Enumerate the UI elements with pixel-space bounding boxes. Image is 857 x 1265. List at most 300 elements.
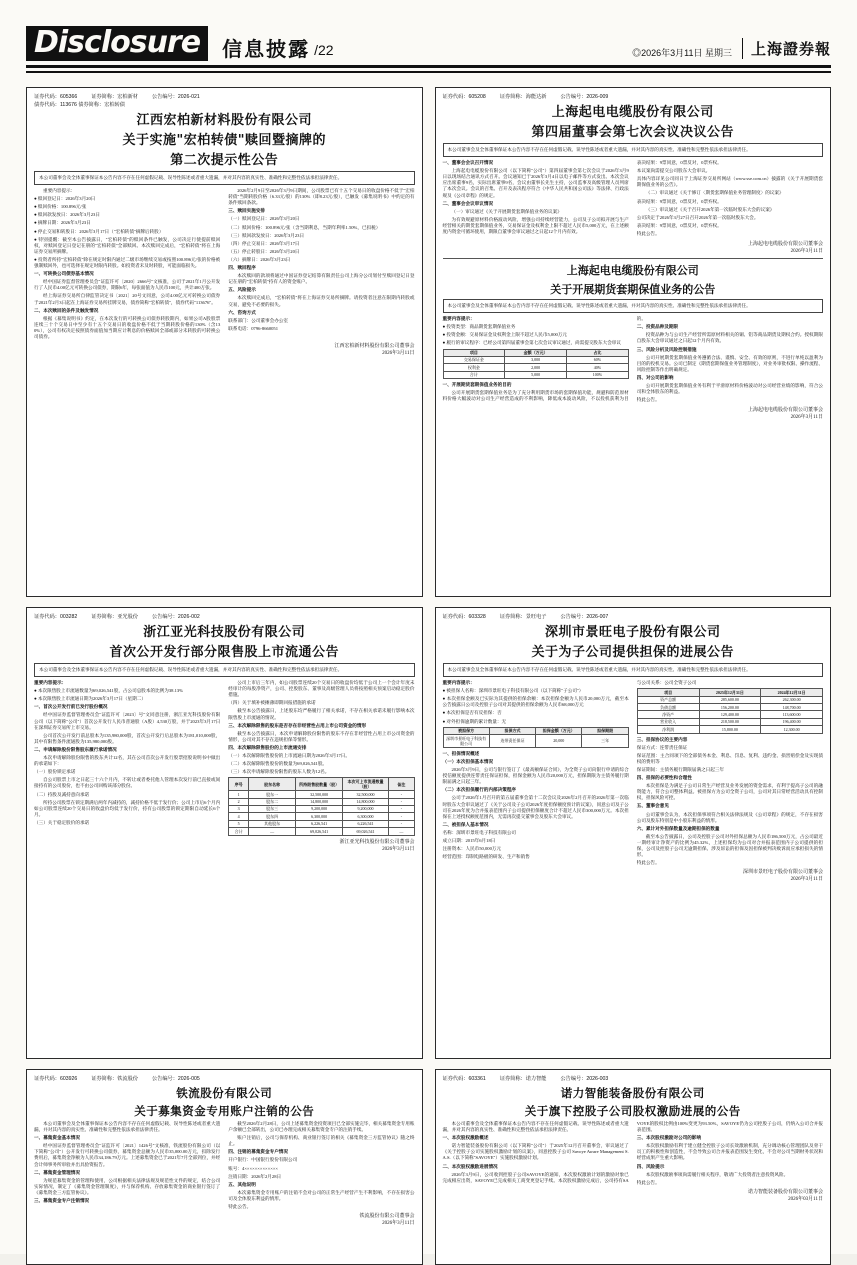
- announcement-no: 公告编号：2026-021: [151, 94, 200, 100]
- table-cell: 14,800,000: [342, 798, 388, 805]
- body-paragraph: 二、申请解除股份限售股东履行承诺情况: [34, 746, 117, 752]
- article-title-line-2: 首次公开发行部分限售股上市流通公告: [109, 645, 339, 660]
- article-divider: [443, 258, 824, 259]
- table-cell: 129,400.00: [699, 711, 761, 718]
- body-paragraph: 本次募集资金专用账户的注销不会对公司的正常生产经营产生不利影响，不存在损害公司及全体股东利益的情形。: [228, 1189, 415, 1201]
- body-paragraph: （一）本次解除限售股份的上市流通日期为2026年3月17日。: [228, 753, 350, 759]
- body-paragraph: （六）摘牌日：2026年3月23日: [228, 256, 291, 262]
- table-row: [229, 820, 414, 827]
- sub-article-title-line-2: 关于开展期货套期保值业务的公告: [550, 283, 716, 297]
- table-cell: 113,600.00: [761, 711, 823, 718]
- article-signature: [34, 343, 415, 357]
- body-paragraph: 四、本次解除限售股份的上市流通安排: [228, 744, 307, 750]
- body-paragraph: （一）审议通过《关于开展期货套期保值业务的议案》: [451, 208, 562, 214]
- body-paragraph: 重要内容提示：: [43, 188, 76, 194]
- article-title-line-1: 诺力智能装备股份有限公司: [560, 1086, 705, 1100]
- body-paragraph: 经营范围：印制电路板的研发、生产和销售: [442, 854, 530, 860]
- table-row: [637, 726, 822, 733]
- article-nuoli: [435, 1069, 832, 1265]
- body-paragraph: 2026年3月9日，公司收到控股子公司SAVOYE的通知，本次股权激励计划的激励对象已完成相应出资，SAVOYE已完成相关工商变更登记手续。本次股权激励完成后，公司持有SAVOYE的股权比例由100%变更为93.50%，SAVOYE仍为公司控股子公司，仍纳入公司合并报表范围。: [442, 1121, 823, 1183]
- body-paragraph: （二）本次担保履行的内部决策程序: [442, 787, 517, 793]
- body-paragraph: 一、本次股权激励概述: [442, 1135, 489, 1141]
- table-cell: -: [389, 791, 414, 798]
- article-body: [34, 188, 415, 340]
- table-cell: 14,800,000: [296, 798, 342, 805]
- article-title-line-2: 关于募集资金专用账户注销的公告: [134, 1104, 315, 1118]
- body-paragraph: 账户注销后，公司与保荐机构、商业银行签订的相关《募集资金三方监管协议》随之终止。: [228, 1135, 415, 1147]
- body-paragraph: 开户银行：中国银行股份有限公司: [228, 1157, 298, 1163]
- body-paragraph: 公司开展期货套期保值业务是为了充分利用期货市场的套期保值功能，规避和防范原材料价格大幅波动对公司生产经营造成的不利影响，降低成本波动风险，不以投机获利为目的。: [442, 316, 646, 402]
- body-paragraph: （三）关于稳定股价的承诺: [34, 819, 90, 825]
- body-paragraph: 二、被担保人基本情况: [442, 821, 489, 827]
- article-code-line: [443, 94, 824, 101]
- table-row: [443, 364, 628, 371]
- body-paragraph: 联系部门：公司董事会办公室: [228, 317, 288, 323]
- body-paragraph: 为有效规避原材料价格波动风险，增强公司持续经营能力，公司及子公司拟开展与生产经营相关的期货套期保值业务，交易保证金及权利金上限不超过人民币5,000万元，在上述额度内资金可循环使用，期限自董事会审议通过之日起12个月内有效。: [442, 216, 629, 235]
- body-paragraph: ● 赎回款发放日：2026年3月23日: [34, 212, 100, 218]
- body-paragraph: 截至本公告披露日，本次申请解除股份限售的股东不存在非经营性占用上市公司资金的情形，公司对其不存在违规担保等情形。: [228, 730, 415, 742]
- table-row: [637, 711, 822, 718]
- body-paragraph: 一、募集资金基本情况: [34, 1135, 80, 1141]
- unlocked-shares-table: [228, 777, 414, 835]
- signature-org: 上海起电电缆股份有限公司董事会: [747, 407, 823, 413]
- table-cell: 股东一: [248, 791, 295, 798]
- announcement-no: 公告编号：2026-009: [560, 94, 609, 100]
- table-cell: 148,700.00: [761, 704, 823, 711]
- masthead-paper-name: 上海證券報: [742, 38, 831, 59]
- body-paragraph: 账号：4×××××××××××××: [228, 1165, 279, 1171]
- body-paragraph: 截至本公告披露日，上述股东均严格履行了相关承诺，不存在相关承诺未履行影响本次限售股上市流通的情况。: [228, 708, 415, 720]
- article-title-line-2: 关于为子公司提供担保的进展公告: [531, 645, 734, 660]
- table-header: 序号: [229, 778, 249, 791]
- article-title-line-1: 铁流股份有限公司: [176, 1086, 273, 1100]
- security-code: 证券代码：605208: [442, 94, 486, 100]
- table-row: [443, 356, 628, 363]
- body-paragraph: （二）赎回价格：100.896元/张（含当期利息，当期年利率1.50%，已扣税）: [228, 224, 381, 230]
- table-row: [229, 813, 414, 820]
- liability-notice: 本公司董事会及全体董事保证本公告内容不存在任何虚假记载、误导性陈述或者重大遗漏，并对其内容的真实性、准确性和完整性依法承担法律责任。: [443, 143, 824, 157]
- signature-date: 2026年3月11日: [382, 351, 415, 357]
- body-paragraph: 六、咨询方式: [228, 309, 256, 315]
- table-cell: -: [389, 820, 414, 827]
- body-paragraph: 公司开展期货套期保值业务有利于平滑原材料价格波动对公司经营业绩的影响，符合公司和全体股东的利益。: [636, 383, 823, 395]
- security-code: 证券代码：603328: [442, 614, 486, 620]
- table-header: 2025年12月31日: [699, 689, 761, 696]
- body-paragraph: ● 投资者所持"宏柏转债"除在规定时限内通过二级市场继续交易或按照100.896元/张的价格被强制赎回外，也可选择在规定时限内转股。如投资者未及时转股，可能面临损失。: [34, 256, 221, 269]
- body-paragraph: 四、担保的必要性和合理性: [636, 775, 692, 781]
- body-paragraph: 表决结果：9票同意，0票反对，0票弃权。: [636, 222, 722, 228]
- article-hongbai: [26, 87, 423, 597]
- table-cell: 三年: [582, 735, 628, 748]
- security-name: 证券简称：亚光股份: [91, 614, 138, 620]
- table-header: 担保方式: [489, 727, 535, 734]
- body-paragraph: 特此公告。: [636, 397, 660, 403]
- table-header: 所持限售股数量（股）: [296, 778, 342, 791]
- article-code-line: [443, 614, 824, 621]
- article-code-line: [34, 1076, 415, 1083]
- table-cell: 218,500.00: [699, 718, 761, 725]
- body-paragraph: 2026年2月9日至2026年3月9日期间，公司股票已有十五个交易日的收盘价格不低于"宏柏转债"当期转股价格（6.33元/股）的130%（即8.23元/股），已触发《募集说明书》中约定的有条件赎回条款。: [228, 188, 415, 206]
- table-cell: 6,300,000: [296, 813, 342, 820]
- body-paragraph: 本次股权激励事项尚需履行相关程序，敬请广大投资者注意投资风险。: [645, 1171, 789, 1177]
- body-paragraph: 一、董事会会议召开情况: [442, 160, 494, 166]
- masthead-date: ◎2026年3月11日 星期三: [632, 48, 732, 58]
- article-body: [34, 1121, 415, 1210]
- body-paragraph: 公司首次公开发行前总股本为135,980,000股，首次公开发行后总股本为181,010,000股，其中有限售条件流通股为135,980,000股。: [34, 732, 221, 744]
- table-cell: -: [389, 798, 414, 805]
- body-paragraph: 二、董事会会议审议情况: [442, 200, 494, 206]
- table-cell: 9,200,000: [296, 805, 342, 812]
- table-cell: —: [248, 828, 295, 835]
- body-paragraph: 注销日期：2026年2月28日: [228, 1173, 282, 1179]
- body-paragraph: 二、投资品种及期限: [636, 324, 679, 330]
- table-cell: 69,026,541: [342, 828, 388, 835]
- body-paragraph: （二）本次解除限售股份的数量为69,026,541股。: [228, 761, 328, 767]
- table-cell: 40%: [567, 364, 629, 371]
- body-paragraph: 公司决定于2026年3月27日召开2026年第一次临时股东大会。: [636, 214, 759, 220]
- masthead-right: [632, 38, 831, 61]
- body-paragraph: 五、其他说明: [228, 1181, 256, 1187]
- body-paragraph: 截至本公告披露日，公司及控股子公司对外担保总额为人民币186,500万元，占公司最近一期经审计净资产的比例为45.32%，上述担保均为公司对合并报表范围内子公司提供的担保，公司及控股子公司无逾期担保、涉及诉讼的担保及因担保被判决败诉而应承担损失的情形。: [636, 833, 823, 858]
- body-paragraph: ● 投资金额：交易保证金及权利金上限不超过人民币5,000万元: [442, 332, 568, 338]
- table-cell: 285,600.00: [699, 696, 761, 703]
- table-cell: 股东四: [248, 813, 295, 820]
- announcement-no: 公告编号：2026-003: [560, 1076, 609, 1082]
- body-paragraph: （三）审议通过《关于召开2026年第一次临时股东大会的议案》: [645, 206, 775, 212]
- table-cell: 合计: [229, 828, 249, 835]
- article-title-line-2: 关于旗下控股子公司股权激励进展的公告: [524, 1104, 741, 1118]
- security-code: 证券代码：603361: [442, 1076, 486, 1082]
- article-title-line-1: 深圳市景旺电子股份有限公司: [544, 625, 721, 640]
- body-paragraph: 本次申请解除股份限售的股东共计12名，其在公司首次公开发行股票招股说明书中做出的承诺如下：: [34, 755, 221, 767]
- security-name: 证券简称：景旺电子: [499, 614, 547, 620]
- table-cell: 2,000: [505, 364, 567, 371]
- body-paragraph: ● 特别提醒：截至本公告披露日，"宏柏转债"的赎回条件已触发，公司决定行使提前赎回权，对赎回登记日登记在册的"宏柏转债"全部赎回。本次赎回完成后，"宏柏转债"将在上海证券交易所摘牌。: [34, 236, 221, 254]
- table-cell: 权利金: [443, 364, 505, 371]
- body-paragraph: 表决结果：9票同意，0票反对，0票弃权。: [636, 198, 722, 204]
- article-signature: [34, 839, 415, 853]
- sub-article-title-line-1: 上海起电电缆股份有限公司: [566, 264, 699, 278]
- table-row: [229, 805, 414, 812]
- body-paragraph: 二、募集资金管理情况: [34, 1169, 80, 1175]
- body-paragraph: 保证范围：主合同项下的全部债务本金、利息、罚息、复利、违约金、损害赔偿金及实现债权的费用等: [636, 752, 823, 764]
- article-signature: [443, 1189, 824, 1203]
- table-cell: 60%: [567, 356, 629, 363]
- body-paragraph: 表决结果：9票同意，0票反对，0票弃权。: [636, 160, 722, 166]
- table-header: 本次可上市流通数量（股）: [342, 778, 388, 791]
- table-cell: 营业收入: [637, 718, 699, 725]
- article-code-line: [443, 1076, 824, 1083]
- article-title-line-3: 第二次提示性公告: [170, 153, 279, 168]
- table-header: 金额（万元）: [505, 349, 567, 356]
- table-cell: 9,200,000: [342, 805, 388, 812]
- body-paragraph: 三、赎回实施安排: [228, 208, 266, 214]
- security-code: 证券代码：605366: [34, 94, 78, 100]
- article-signature: [443, 241, 824, 255]
- table-cell: 6,226,541: [342, 820, 388, 827]
- sub-article-signature: [443, 407, 824, 421]
- body-paragraph: 保证方式：连带责任保证: [636, 744, 688, 750]
- security-name: 证券简称：诺力智能: [499, 1076, 547, 1082]
- table-cell: 其他股东: [248, 820, 295, 827]
- body-paragraph: 经中国证券监督管理委员会"证监许可〔2023〕号"文同意注册，浙江亚光科技股份有限公司（以下简称"公司"）首次公开发行人民币普通股（A股）4,530万股，并于2023年3月17日在深圳证券交易所上市交易。: [34, 712, 221, 730]
- body-paragraph: （二）持股及减持意向承诺: [34, 791, 90, 797]
- body-paragraph: 一、首次公开发行前已发行股份概况: [34, 704, 108, 710]
- guarantee-summary-table: [443, 727, 629, 748]
- masthead-rule: [26, 71, 831, 73]
- body-paragraph: 本次赎回完成后，"宏柏转债"将在上海证券交易所摘牌。请投资者注意在限期内转股或交易，避免不必要的损失。: [228, 295, 415, 307]
- liability-notice: 本公司董事会及全体董事保证本公告内容不存在任何虚假记载、误导性陈述或者重大遗漏，并对其内容的真实性、准确性和完整性依法承担法律责任。: [443, 663, 824, 677]
- body-paragraph: （二）审议通过《关于修订〈期货套期保值业务管理制度〉的议案》: [645, 190, 784, 196]
- article-code-line: [34, 614, 415, 621]
- signature-org: 江西宏柏新材料股份有限公司董事会: [334, 344, 415, 350]
- table-cell: 合计: [443, 371, 505, 378]
- table-cell: 净利润: [637, 726, 699, 733]
- body-paragraph: 经中国证券监督管理委员会"证监许可〔2020〕2666号"文核准，公司于2021年1月公开发行了人民币4.00亿元可转换公司债券，期限6年，每张面值为人民币100元，共计400万张。: [34, 279, 221, 291]
- table-row: [229, 828, 414, 835]
- signature-org: 深圳市景旺电子股份有限公司董事会: [742, 870, 823, 876]
- body-paragraph: 三、本次解除限售的股东是否存在非经营性占用上市公司资金的情形: [228, 722, 367, 728]
- body-paragraph: （一）股份锁定承诺: [34, 769, 76, 775]
- table-row: [229, 791, 414, 798]
- table-cell: 32,500,000: [342, 791, 388, 798]
- article-title-line-1: 上海起电电缆股份有限公司: [551, 105, 714, 120]
- body-paragraph: ● 停止交易和转股日：2026年3月17日（"宏柏转债"摘牌后转股）: [34, 228, 164, 234]
- article-haiqi: [435, 87, 832, 597]
- table-row: [443, 735, 628, 748]
- body-paragraph: 三、本次股权激励对公司的影响: [636, 1135, 702, 1141]
- body-paragraph: 二、本次赎回的条件及触发情况: [34, 307, 99, 313]
- table-cell: 100%: [567, 371, 629, 378]
- table-cell: 净资产: [637, 711, 699, 718]
- article-title-line-2: 第四届董事会第七次会议决议公告: [531, 125, 734, 140]
- body-paragraph: ● 本次限售股上市流通数量为69,026,541股，占公司总股本的比例为38.13%: [34, 688, 184, 694]
- masthead-logo: Disclosure: [26, 26, 208, 61]
- table-row: [637, 704, 822, 711]
- sub-liability-notice: 本公司董事会及全体董事保证本公告内容不存在任何虚假记载、误导性陈述或者重大遗漏，并对其内容的真实性、准确性和完整性依法承担法律责任。: [443, 299, 824, 313]
- body-paragraph: 本次担保是为满足子公司日常生产经营及业务发展的资金需求，有利于提高子公司的融资能力，符合公司整体利益。被担保方为公司全资子公司，公司对其日常经营活动具有控制权，担保风险可控。: [636, 783, 823, 801]
- body-paragraph: ● 本次担保金额及已实际为其提供的担保余额：本次担保金额为人民币20,000万元，截至本公告披露日公司及控股子公司对其提供的担保余额为人民币68,000万元: [442, 696, 629, 708]
- table-header: 备注: [389, 778, 414, 791]
- masthead-section-title: 信息披露: [222, 37, 311, 61]
- body-paragraph: 本次赎回的款项将通过中国证券登记结算有限责任公司上海分公司划付至赎回登记日登记在册的"宏柏转债"持有人的资金账户。: [228, 273, 415, 285]
- table-header: 2024年12月31日: [761, 689, 823, 696]
- table-cell: 股东三: [248, 805, 295, 812]
- table-cell: 深圳市景旺电子科技有限公司: [443, 735, 489, 748]
- body-paragraph: 特此公告。: [636, 860, 660, 866]
- body-paragraph: ● 本次担保是否有反担保：否: [442, 710, 502, 716]
- table-cell: 6,300,000: [342, 813, 388, 820]
- table-cell: —: [389, 828, 414, 835]
- table-cell: -: [389, 813, 414, 820]
- table-cell: 股东二: [248, 798, 295, 805]
- article-body: [443, 680, 824, 866]
- body-paragraph: ● 对外担保逾期的累计数量：无: [442, 718, 507, 724]
- body-paragraph: （三）赎回款发放日：2026年3月23日: [228, 232, 305, 238]
- table-row: [443, 371, 628, 378]
- masthead: [26, 26, 831, 68]
- article-title-line-1: 江西宏柏新材料股份有限公司: [136, 113, 312, 128]
- hedging-amount-table: [443, 349, 629, 380]
- article-grid: [26, 87, 831, 1265]
- article-title-line-1: 浙江亚光科技股份有限公司: [143, 625, 306, 640]
- body-paragraph: 四、赎回程序: [228, 265, 256, 271]
- body-paragraph: 联系电话：0796-8660051: [228, 325, 279, 331]
- body-paragraph: （一）赎回登记日：2026年3月20日: [228, 216, 300, 222]
- body-paragraph: 四、对公司的影响: [636, 374, 674, 380]
- table-cell: 69,026,541: [296, 828, 342, 835]
- liability-notice: 本公司董事会及全体董事保证本公告内容不存在任何虚假记载、误导性陈述或者重大遗漏，并对其内容的真实性、准确性和完整性依法承担法律责任。: [442, 1121, 629, 1133]
- body-paragraph: （三）本次申请解除股份限售的股东人数为12名。: [228, 769, 330, 775]
- signature-date: 2026年03月11日: [788, 1196, 823, 1202]
- table-cell: 32,500,000: [296, 791, 342, 798]
- body-paragraph: 四、注销的募集资金专户情况: [228, 1149, 288, 1155]
- bond-code-line: 债券代码：113676 债券简称：宏柏转债: [34, 102, 125, 108]
- body-paragraph: ● 投资类型：商品期货套期保值业务: [442, 324, 516, 330]
- signature-date: 2026年3月11日: [790, 414, 823, 420]
- body-paragraph: 所持公司股票在锁定期满后两年内减持的，减持价格不低于发行价；公司上市后6个月内如公司股票连续20个交易日的收盘价均低于发行价，持有公司股票的锁定期限自动延长6个月。: [34, 799, 221, 817]
- body-paragraph: 公司董事会认为，本次担保事项符合相关法律法规及《公司章程》的规定，不存在损害公司及股东特别是中小股东利益的情形。: [636, 811, 823, 823]
- body-paragraph: 经中国证券监督管理委员会"证监许可〔2021〕1426号"文核准，铁流股份有限公司（以下简称"公司"）公开发行可转换公司债券，募集资金总额为人民币35,000.00万元，扣除发行费用后，募集资金净额为人民币34,186.79万元。上述募集资金已于2021年7月全部到位，并经会计师事务所审验并出具验资报告。: [34, 1143, 221, 1167]
- body-paragraph: 重要内容提示：: [442, 680, 475, 686]
- table-header: 担保金额（万元）: [536, 727, 582, 734]
- table-header: 项目: [637, 689, 699, 696]
- body-paragraph: （四）关于填补被摊薄即期回报措施的承诺: [228, 700, 316, 706]
- body-paragraph: 自公司股票上市之日起三十六个月内，不转让或者委托他人管理本次发行前已直接或间接持有的公司股份，也不由公司回购该部分股份。: [34, 777, 221, 789]
- body-paragraph: ● 履行的审议程序：已经公司第四届董事会第七次会议审议通过，尚需提交股东大会审议: [442, 340, 621, 346]
- table-header: 项目: [443, 349, 505, 356]
- body-paragraph: 一、担保情况概述: [442, 750, 480, 756]
- body-paragraph: 六、累计对外担保数量及逾期担保的数量: [636, 825, 720, 831]
- body-paragraph: 保证期间：主债务履行期限届满之日起三年: [636, 767, 725, 772]
- body-paragraph: 2026年3月9日，公司与银行签订了《最高额保证合同》，为全资子公司向银行申请的综合授信额度提供连带责任保证担保，担保金额为人民币20,000万元，担保期限为主债务履行期限届满之日起三年。: [442, 767, 629, 785]
- body-paragraph: 名称：深圳市景旺电子科技有限公司: [442, 829, 517, 835]
- body-paragraph: 三、募集资金专户注销情况: [34, 1198, 90, 1204]
- security-name: 证券简称：海能达新: [499, 94, 547, 100]
- table-cell: 262,300.00: [761, 696, 823, 703]
- article-signature: [443, 869, 824, 883]
- body-paragraph: 特此公告。: [636, 1179, 660, 1185]
- signature-org: 诺力智能装备股份有限公司董事会: [747, 1189, 823, 1195]
- signature-date: 2026年3月11日: [382, 1221, 415, 1227]
- signature-date: 2026年3月11日: [382, 846, 415, 852]
- table-cell: 156,200.00: [699, 704, 761, 711]
- table-cell: 20,000: [536, 735, 582, 748]
- table-cell: 3: [229, 805, 249, 812]
- body-paragraph: 根据《募集说明书》约定，在本次发行的可转换公司债券转股期内，如果公司A股股票连续三十个交易日中至少有十五个交易日的收盘价格不低于当期转股价格的130%（含130%），公司有权决定按照债券面值加当期应计利息的价格赎回全部或部分未转股的可转换公司债券。: [34, 315, 221, 339]
- table-cell: 5: [229, 820, 249, 827]
- body-paragraph: 诺力智能装备股份有限公司（以下简称"公司"）于2025年12月召开董事会，审议通过了《关于控股子公司实施股权激励计划的议案》，同意控股子公司 Savoye Aware Management S.A.S.（以下简称"SAVOYE"）实施股权激励计划。: [442, 1143, 629, 1161]
- body-paragraph: （四）停止交易日：2026年3月17日: [228, 240, 300, 246]
- table-row: [229, 798, 414, 805]
- table-cell: -: [389, 805, 414, 812]
- body-paragraph: 四、风险提示: [636, 1163, 665, 1169]
- body-paragraph: 本次股权激励有利于建立健全控股子公司长效激励机制，充分调动核心管理团队及骨干员工的积极性和创造性，不会导致公司合并报表范围发生变化，不会对公司当期财务状况和经营成果产生重大影响。: [636, 1143, 823, 1161]
- security-name: 证券简称：铁流股份: [91, 1076, 138, 1082]
- body-paragraph: ● 本次限售股上市流通日期为2026年3月17日（星期二）: [34, 696, 146, 702]
- body-paragraph: 一、开展期货套期保值业务的目的: [442, 382, 512, 388]
- table-cell: 资产总额: [637, 696, 699, 703]
- security-code: 证券代码：003282: [34, 614, 78, 620]
- article-body: [443, 160, 824, 238]
- security-name: 证券简称：宏柏新材: [91, 94, 138, 100]
- article-code-line: [34, 94, 415, 101]
- article-yaguang: [26, 607, 423, 1059]
- table-row: [637, 718, 822, 725]
- article-body: [34, 680, 415, 835]
- body-paragraph: 投资品种为与公司生产经营所需原材料相关的铜、铝等商品期货及期权合约。授权期限自股东大会审议通过之日起12个月内有效。: [636, 332, 823, 344]
- body-paragraph: 上海起电电缆股份有限公司（以下简称"公司"）第四届董事会第七次会议于2026年3月9日以现场结合通讯方式召开。会议通知已于2026年3月4日以电子邮件等方式发出。本次会议应出席董事9名，实际出席董事9名，会议由董事长先生主持，公司监事及高级管理人员列席了本次会议。会议的召集、召开及表决程序符合《中华人民共和国公司法》等法律、行政法规及《公司章程》的规定。: [442, 168, 629, 198]
- table-cell: 196,400.00: [761, 718, 823, 725]
- body-paragraph: 重要内容提示：: [442, 316, 475, 322]
- body-paragraph: 五、董事会意见: [636, 803, 669, 809]
- signature-date: 2026年3月11日: [790, 249, 823, 255]
- body-paragraph: 公司开展期货套期保值业务遵循合法、谨慎、安全、有效的原则，不进行单纯以盈利为目的的投机交易。公司已制定《期货套期保值业务管理制度》，对业务审批权限、操作流程、风险控制等作出明确规定。: [636, 354, 823, 372]
- body-paragraph: 公司于2026年1月召开的第五届董事会第十二次会议及2026年2月召开的2026年第一次临时股东大会审议通过了《关于公司及子公司2026年度担保额度预计的议案》，同意公司及子公司在2026年度为合并报表范围内子公司提供担保额度合计不超过人民币300,000万元。本次担保在上述授权额度范围内，无需再次提交董事会及股东大会审议。: [442, 795, 629, 819]
- body-paragraph: 特此公告。: [636, 230, 660, 236]
- table-cell: 6,226,541: [296, 820, 342, 827]
- table-cell: 4: [229, 813, 249, 820]
- article-body: [443, 1121, 824, 1186]
- body-paragraph: 为规范募集资金的管理和使用，公司根据相关法律法规及规范性文件的规定，结合公司实际情况，制定了《募集资金管理制度》，并与保荐机构、存放募集资金的商业银行签订了《募集资金三方监管协议》。: [34, 1177, 221, 1195]
- table-cell: 负债总额: [637, 704, 699, 711]
- body-paragraph: 具体内容详见公司同日于上海证券交易所网站（www.sse.com.cn）披露的《关于开展期货套期保值业务的公告》。: [636, 176, 823, 188]
- table-cell: 3,000: [505, 356, 567, 363]
- body-paragraph: 一、可转换公司债券基本情况: [34, 271, 94, 277]
- body-paragraph: 注册资本：人民币50,000万元: [442, 846, 502, 852]
- body-paragraph: 特此公告。: [228, 1204, 252, 1210]
- table-header: 被担保方: [443, 727, 489, 734]
- table-header: 股东名称: [248, 778, 295, 791]
- announcement-no: 公告编号：2026-002: [151, 614, 200, 620]
- table-header: 担保期限: [582, 727, 628, 734]
- body-paragraph: （一）本次担保基本情况: [442, 758, 494, 764]
- masthead-page-number: /22: [314, 42, 334, 58]
- security-code: 证券代码：603926: [34, 1076, 78, 1082]
- article-title-line-2: 关于实施"宏柏转债"赎回暨摘牌的: [122, 133, 327, 148]
- body-paragraph: 五、风险提示: [228, 287, 256, 293]
- signature-org: 浙江亚光科技股份有限公司董事会: [339, 839, 415, 845]
- liability-notice: 本公司董事会及全体董事保证本公告内容不存在任何虚假记载、误导性陈述或者重大遗漏，并对其内容的真实性、准确性和完整性依法承担法律责任。: [34, 1121, 221, 1133]
- announcement-no: 公告编号：2026-007: [560, 614, 609, 620]
- body-paragraph: ● 赎回登记日：2026年3月20日: [34, 196, 96, 202]
- table-cell: 2: [229, 798, 249, 805]
- body-paragraph: 重要内容提示：: [34, 680, 67, 686]
- article-tieliu: [26, 1069, 423, 1265]
- body-paragraph: 三、风险分析及风险控制措施: [636, 346, 697, 352]
- signature-org: 铁流股份有限公司董事会: [359, 1214, 415, 1220]
- table-cell: 1: [229, 791, 249, 798]
- table-cell: 交易保证金: [443, 356, 505, 363]
- liability-notice: 本公司董事会及全体董事保证本公告内容不存在任何虚假记载、误导性陈述或者重大遗漏，并对其内容的真实性、准确性和完整性依法承担法律责任。: [34, 663, 415, 677]
- body-paragraph: 本议案尚需提交公司股东大会审议。: [636, 168, 711, 174]
- body-paragraph: 经上海证券交易所自律监管决定书〔2021〕20号文同意，公司4.00亿元可转换公司债券于2021年2月3日起在上海证券交易所挂牌交易，债券简称"宏柏转债"，债券代码"113676"。: [34, 293, 221, 305]
- body-paragraph: 与公司关系：公司全资子公司: [636, 680, 697, 686]
- body-paragraph: （五）停止转股日：2026年3月20日: [228, 248, 300, 254]
- table-cell: 5,000: [505, 371, 567, 378]
- table-cell: 连带责任保证: [489, 735, 535, 748]
- body-paragraph: 公司上市后三年内，如公司股票连续20个交易日的收盘价均低于公司上一个会计年度末经审计的每股净资产，公司、控股股东、董事及高级管理人员将按照相关预案启动稳定股价措施。: [228, 680, 415, 698]
- article-signature: [34, 1213, 415, 1227]
- article-jingwang: [435, 607, 832, 1059]
- sub-article-body: [443, 316, 824, 404]
- table-header: 占比: [567, 349, 629, 356]
- table-row: [637, 696, 822, 703]
- body-paragraph: 成立日期：2015年6月18日: [442, 838, 496, 843]
- body-paragraph: ● 赎回价格：100.896元/张: [34, 204, 87, 210]
- body-paragraph: ● 被担保人名称：深圳市景旺电子科技有限公司（以下简称"子公司"）: [442, 688, 584, 694]
- body-paragraph: 截至2026年2月28日，公司上述募集资金投资项目已全部实施完毕，相关募集资金专用账户余额已全部转出，公司已办理完成相关募集资金专户的注销手续。: [228, 1121, 415, 1133]
